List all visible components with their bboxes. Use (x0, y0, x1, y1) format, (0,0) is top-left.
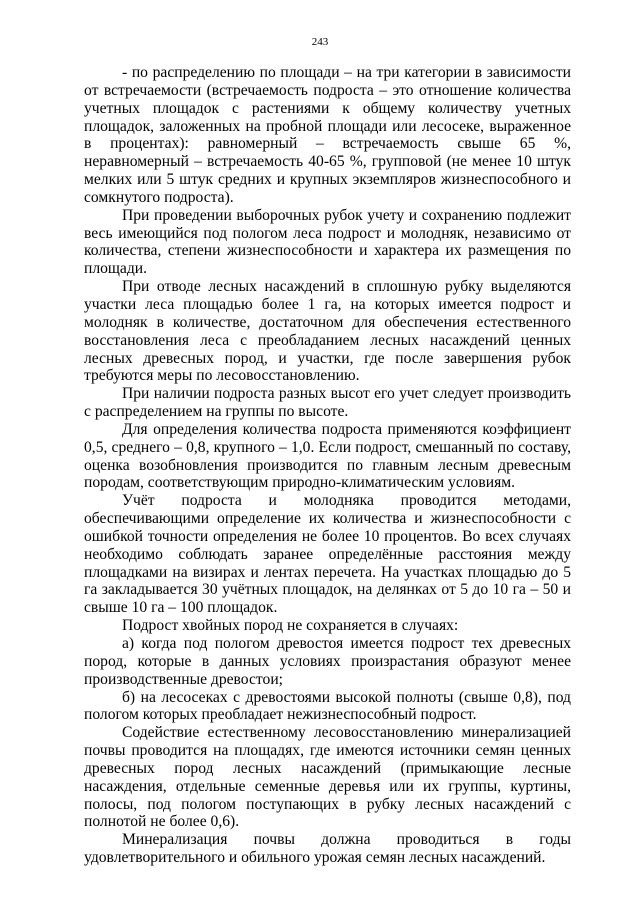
paragraph: Учёт подроста и молодняка проводится методами, обеспечивающими определение их количества и жизнеспособности с ошибкой точности определения не более 10 процентов. Во всех случаях необходимо соблюдать заранее определённые расстояния между площадками на визирах и лентах перечета. На участках площадью до 5 га закладывается 30 учётных площадок, на делянках от 5 до 10 га – 50 и свыше 10 га – 100 площадок. (84, 492, 571, 617)
paragraph: а) когда под пологом древостоя имеется подрост тех древесных пород, которые в данных условиях произрастания образуют менее производственные древостои; (84, 635, 571, 688)
page-number: 243 (311, 36, 329, 48)
paragraph: Подрост хвойных пород не сохраняется в случаях: (122, 617, 459, 635)
paragraph: б) на лесосеках с древостоями высокой полноты (свыше 0,8), под пологом которых преобладает нежизнеспособный подрост. (84, 688, 571, 724)
paragraph: При наличии подроста разных высот его учет следует производить с распределением на группы по высоте. (84, 385, 571, 421)
paragraph: Минерализация почвы должна проводиться в годы удовлетворительного и обильного урожая семян лесных насаждений. (84, 831, 571, 867)
paragraph: - по распределению по площади – на три категории в зависимости от встречаемости (встречаемость подроста – это отношение количества учетных площадок с растениями к общему количеству учетных площадок, заложенных на пробной площади или лесосеке, выраженное в процентах): равномерный – встречаемость свыше 65 %, неравномерный – встречаемость 40-65 %, групповой (не менее 10 штук мелких или 5 штук средних и крупных экземпляров жизнеспособного и сомкнутого подроста). (84, 64, 571, 206)
paragraph: При проведении выборочных рубок учету и сохранению подлежит весь имеющийся под пологом леса подрост и молодняк, независимо от количества, степени жизнеспособности и характера их размещения по площади. (84, 206, 571, 278)
paragraph: При отводе лесных насаждений в сплошную рубку выделяются участки леса площадью более 1 га, на которых имеется подрост и молодняк в количестве, достаточном для обеспечения естественного восстановления леса с преобладанием лесных насаждений ценных лесных древесных пород, и участки, где после завершения рубок требуются меры по лесовосстановлению. (84, 278, 571, 385)
paragraph: Для определения количества подроста применяются коэффициент 0,5, среднего – 0,8, крупного – 1,0. Если подрост, смешанный по составу, оценка возобновления производится по главным лесным древесным породам, соответствующим природно-климатическим условиям. (84, 420, 571, 492)
body-text (84, 64, 571, 867)
paragraph: Содействие естественному лесовосстановлению минерализацией почвы проводится на площадях, где имеются источники семян ценных древесных пород лесных насаждений (примыкающие лесные насаждения, отдельные семенные деревья или их группы, куртины, полосы, под пологом поступающих в рубку лесных насаждений с полнотой не более 0,6). (84, 724, 571, 831)
